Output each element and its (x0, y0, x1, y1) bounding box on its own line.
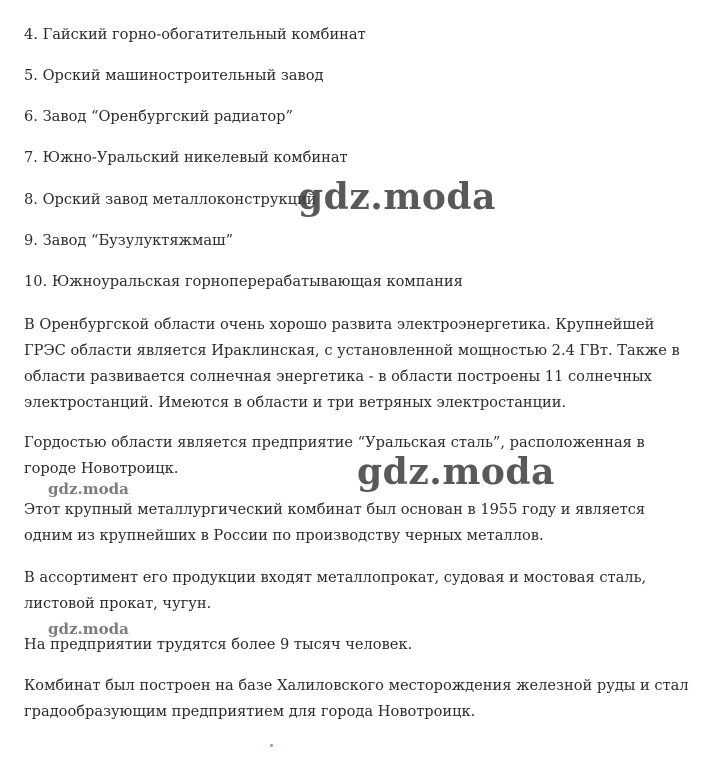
list-item: 9. Завод “Бузулуктяжмаш” (24, 232, 234, 249)
watermark-large: gdz.moda (357, 451, 555, 493)
list-item: 5. Орский машиностроительный завод (24, 67, 324, 84)
watermark-large: gdz.moda (298, 176, 496, 218)
watermark-small: gdz.moda (48, 620, 129, 638)
paragraph-ural-steel: Гордостью области является предприятие “Уральская сталь”, расположенная в городе Новотроицк. (24, 434, 645, 477)
list-item: 4. Гайский горно-обогатительный комбинат (24, 26, 366, 43)
list-item: 7. Южно-Уральский никелевый комбинат (24, 149, 348, 166)
list-item: 10. Южноуральская горноперерабатывающая компания (24, 273, 463, 290)
paragraph-deposit: Комбинат был построен на базе Халиловского месторождения железной руды и стал градообразующим предприятием для города Новотроицк. (24, 677, 689, 720)
list-item: 6. Завод “Оренбургский радиатор” (24, 108, 293, 125)
list-item: 8. Орский завод металлоконструкций (24, 191, 317, 208)
paragraph-energy: В Оренбургской области очень хорошо развита электроэнергетика. Крупнейшей ГРЭС области является Ираклинская, с установленной мощностью 2.4 ГВт. Также в области развивается солнечная энергетика - в области построены 11 солнечных электростанций. Имеются в области и три ветряных электростанции. (24, 316, 680, 411)
paragraph-plant-history: Этот крупный металлургический комбинат был основан в 1955 году и является одним из крупнейших в России по производству черных металлов. (24, 501, 646, 544)
paragraph-employees: На предприятии трудятся более 9 тысяч человек. (24, 636, 413, 653)
paragraph-products: В ассортимент его продукции входят металлопрокат, судовая и мостовая сталь, листовой прокат, чугун. (24, 569, 647, 612)
decorative-dot (270, 744, 273, 747)
watermark-small: gdz.moda (48, 480, 129, 498)
